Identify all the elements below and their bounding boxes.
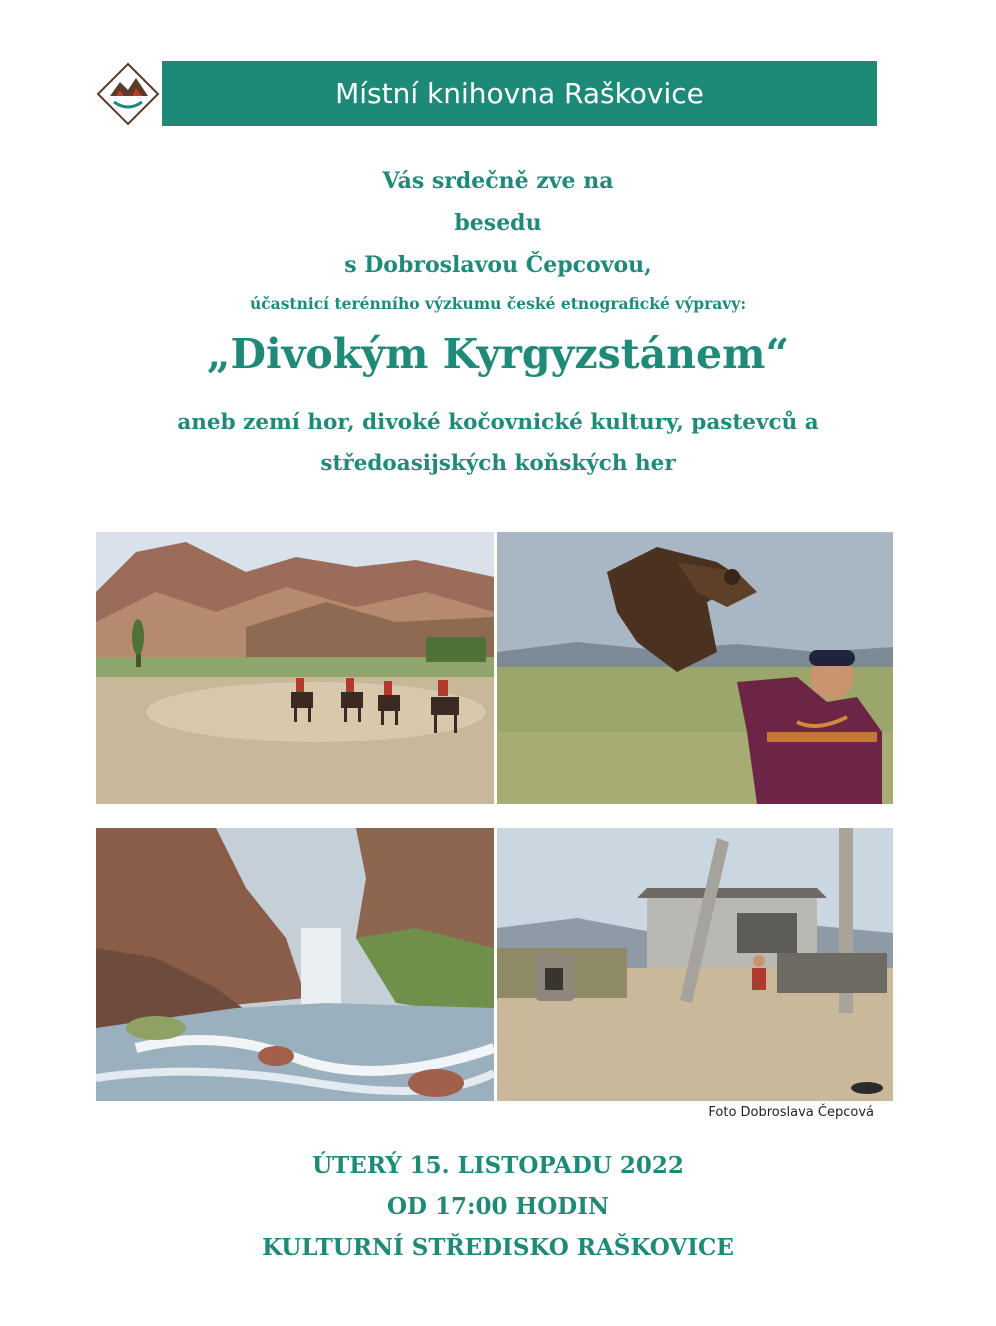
village-yard-with-oven-photo [497,828,893,1101]
library-mountain-logo-icon [96,62,160,126]
photo-credit: Foto Dobroslava Čepcová [708,1105,874,1120]
horse-riders-photo [96,532,494,804]
event-date: ÚTERÝ 15. LISTOPADU 2022 [312,1152,684,1179]
library-logo [96,62,160,126]
village-yard-photo [497,828,893,1101]
man-holding-golden-eagle-photo [497,532,893,804]
waterfall-photo [96,828,494,1101]
event-title: „Divokým Kyrgyzstánem“ [206,330,790,378]
horse-riders-in-mountain-valley-photo [96,532,494,804]
subtitle-line-1: aneb zemí hor, divoké kočovnické kultury, pastevců a [177,410,819,435]
invite-line-4: účastnicí terénního výzkumu české etnografické výpravy: [249,294,747,313]
invite-line-3: s Dobroslavou Čepcovou, [344,252,652,278]
eagle-hunter-photo [497,532,893,804]
invite-line-2: besedu [454,210,542,236]
subtitle-line-2: středoasijských koňských her [320,451,676,476]
invite-line-1: Vás srdečně zve na [382,168,614,194]
event-place: KULTURNÍ STŘEDISKO RAŠKOVICE [262,1234,734,1261]
library-name-banner: Místní knihovna Raškovice [162,61,877,126]
mountain-waterfall-river-photo [96,828,494,1101]
event-time: OD 17:00 HODIN [387,1193,609,1220]
